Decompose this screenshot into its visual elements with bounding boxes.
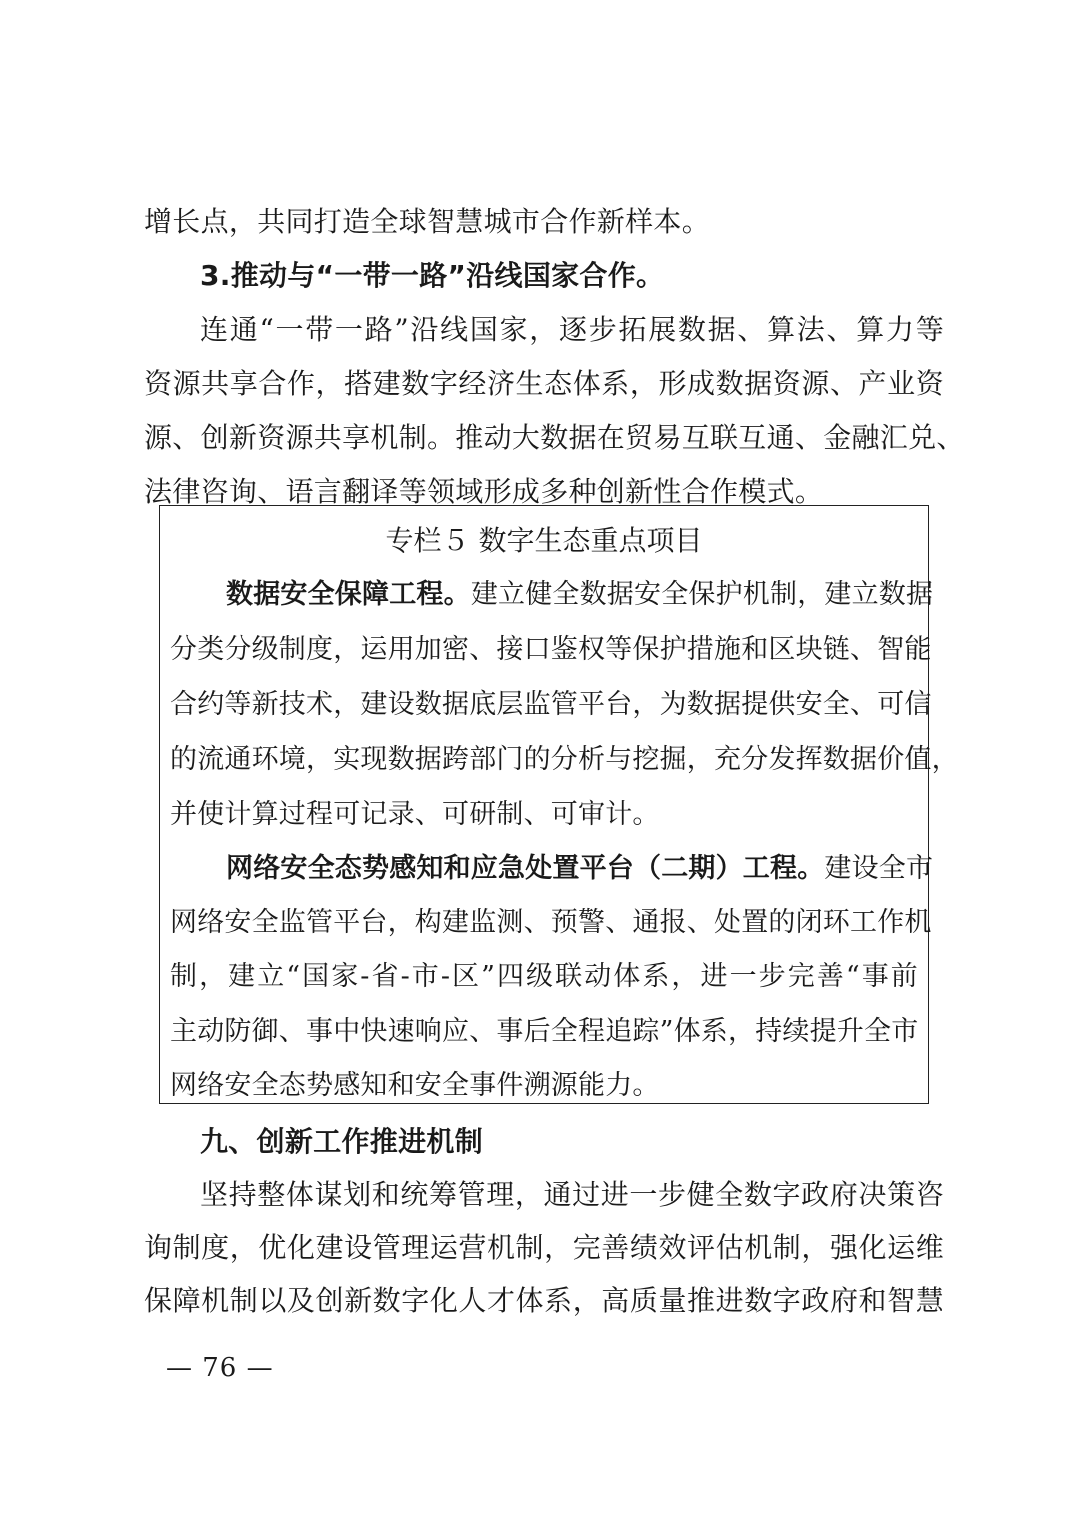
paragraph-line: 询制度，优化建设管理运营机制，完善绩效评估机制，强化运维 bbox=[144, 1231, 944, 1264]
column-line: 合约等新技术，建设数据底层监管平台，为数据提供安全、可信 bbox=[170, 689, 932, 720]
paragraph-line: 连通“一带一路”沿线国家，逐步拓展数据、算法、算力等 bbox=[200, 313, 944, 346]
paragraph-line: 法律咨询、语言翻译等领域形成多种创新性合作模式。 bbox=[144, 475, 824, 508]
section-heading: 九、创新工作推进机制 bbox=[200, 1125, 484, 1158]
column-line: 主动防御、事中快速响应、事后全程追踪”体系，持续提升全市 bbox=[170, 1016, 919, 1047]
column-item-title: 数据安全保障工程。 bbox=[226, 579, 471, 610]
column-line: 网络安全监管平台，构建监测、预警、通报、处置的闭环工作机 bbox=[170, 907, 932, 938]
column-line: 分类分级制度，运用加密、接口鉴权等保护措施和区块链、智能 bbox=[170, 634, 932, 665]
column-item-title: 网络安全态势感知和应急处置平台（二期）工程。 bbox=[226, 853, 825, 884]
column-title: 专栏５ 数字生态重点项目 bbox=[385, 524, 703, 557]
column-line: 制，建立“国家-省-市-区”四级联动体系，进一步完善“事前 bbox=[170, 961, 918, 992]
column-line: 的流通环境，实现数据跨部门的分析与挖掘，充分发挥数据价值， bbox=[170, 744, 959, 775]
column-line bbox=[170, 576, 934, 614]
column-line: 网络安全态势感知和安全事件溯源能力。 bbox=[170, 1070, 660, 1101]
column-line bbox=[170, 850, 934, 888]
column-item-text: 建设全市 bbox=[824, 853, 934, 884]
paragraph-line: 坚持整体谋划和统筹管理，通过进一步健全数字政府决策咨 bbox=[200, 1178, 944, 1211]
column-line: 并使计算过程可记录、可研制、可审计。 bbox=[170, 799, 660, 830]
subsection-heading: 3.推动与“一带一路”沿线国家合作。 bbox=[200, 259, 665, 292]
column-item-text: 建立健全数据安全保护机制，建立数据 bbox=[470, 579, 934, 610]
page-number: — 76 — bbox=[166, 1353, 274, 1383]
paragraph-line: 源、创新资源共享机制。推动大数据在贸易互联互通、金融汇兑、 bbox=[144, 421, 965, 454]
paragraph-line: 保障机制以及创新数字化人才体系，高质量推进数字政府和智慧 bbox=[144, 1284, 944, 1317]
paragraph-line: 资源共享合作，搭建数字经济生态体系，形成数据资源、产业资 bbox=[144, 367, 944, 400]
paragraph-line: 增长点，共同打造全球智慧城市合作新样本。 bbox=[144, 205, 711, 238]
